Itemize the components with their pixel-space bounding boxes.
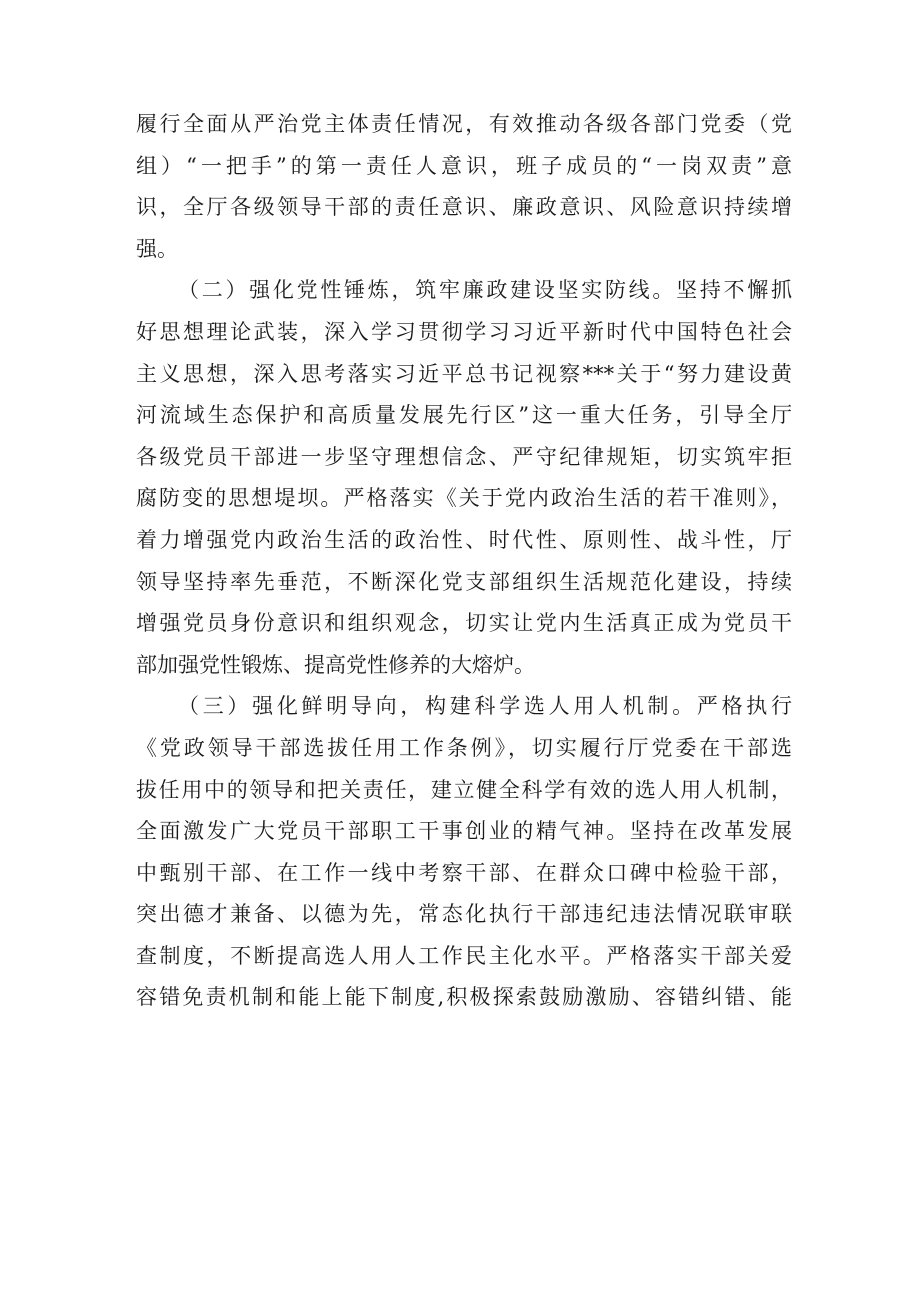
- document-body: [136, 104, 792, 1019]
- paragraph-3: [136, 686, 792, 1019]
- text-line: 着力增强党内政治生活的政治性、时代性、原则性、战斗性，厅: [136, 527, 792, 552]
- text-line: 履行全面从严治党主体责任情况，有效推动各级各部门党委（党: [136, 112, 792, 136]
- paragraph-1: [136, 104, 792, 270]
- text-line: 拔任用中的领导和把关责任，建立健全科学有效的选人用人机制，: [136, 777, 792, 802]
- text-line: 主义思想，深入思考落实习近平总书记视察***关于“努力建设黄: [136, 361, 792, 386]
- text-line: 中甄别干部、在工作一线中考察干部、在群众口碑中检验干部，: [136, 860, 792, 885]
- paragraph-2: [136, 270, 792, 686]
- text-line: 识，全厅各级领导干部的责任意识、廉政意识、风险意识持续增: [136, 195, 792, 220]
- text-line: 《党政领导干部选拔任用工作条例》，切实履行厅党委在干部选: [136, 735, 792, 760]
- text-line: 突出德才兼备、以德为先，常态化执行干部违纪违法情况联审联: [136, 902, 792, 927]
- text-line: 好思想理论武装，深入学习贯彻学习习近平新时代中国特色社会: [136, 319, 792, 344]
- text-line: 腐防变的思想堤坝。严格落实《关于党内政治生活的若干准则》，: [136, 486, 792, 511]
- text-line: 河流域生态保护和高质量发展先行区”这一重大任务，引导全厅: [136, 403, 792, 428]
- text-line: 领导坚持率先垂范，不断深化党支部组织生活规范化建设，持续: [136, 569, 792, 594]
- text-line: 组）“一把手”的第一责任人意识，班子成员的“一岗双责”意: [136, 153, 792, 178]
- text-line: 查制度，不断提高选人用人工作民主化水平。严格落实干部关爱: [136, 943, 792, 968]
- text-line: 增强党员身份意识和组织观念，切实让党内生活真正成为党员干: [136, 611, 792, 636]
- text-line: 部加强党性锻炼、提高党性修养的大熔炉。: [136, 652, 535, 677]
- text-line: 容错免责机制和能上能下制度,积极探索鼓励激励、容错纠错、能: [136, 985, 792, 1010]
- text-line: （二）强化党性锤炼，筑牢廉政建设坚实防线。坚持不懈抓: [178, 278, 792, 303]
- text-line: 全面激发广大党员干部职工干事创业的精气神。坚持在改革发展: [136, 819, 792, 844]
- text-line: （三）强化鲜明导向，构建科学选人用人机制。严格执行: [178, 694, 792, 719]
- text-line: 强。: [136, 236, 178, 261]
- text-line: 各级党员干部进一步坚守理想信念、严守纪律规矩，切实筑牢拒: [136, 444, 792, 469]
